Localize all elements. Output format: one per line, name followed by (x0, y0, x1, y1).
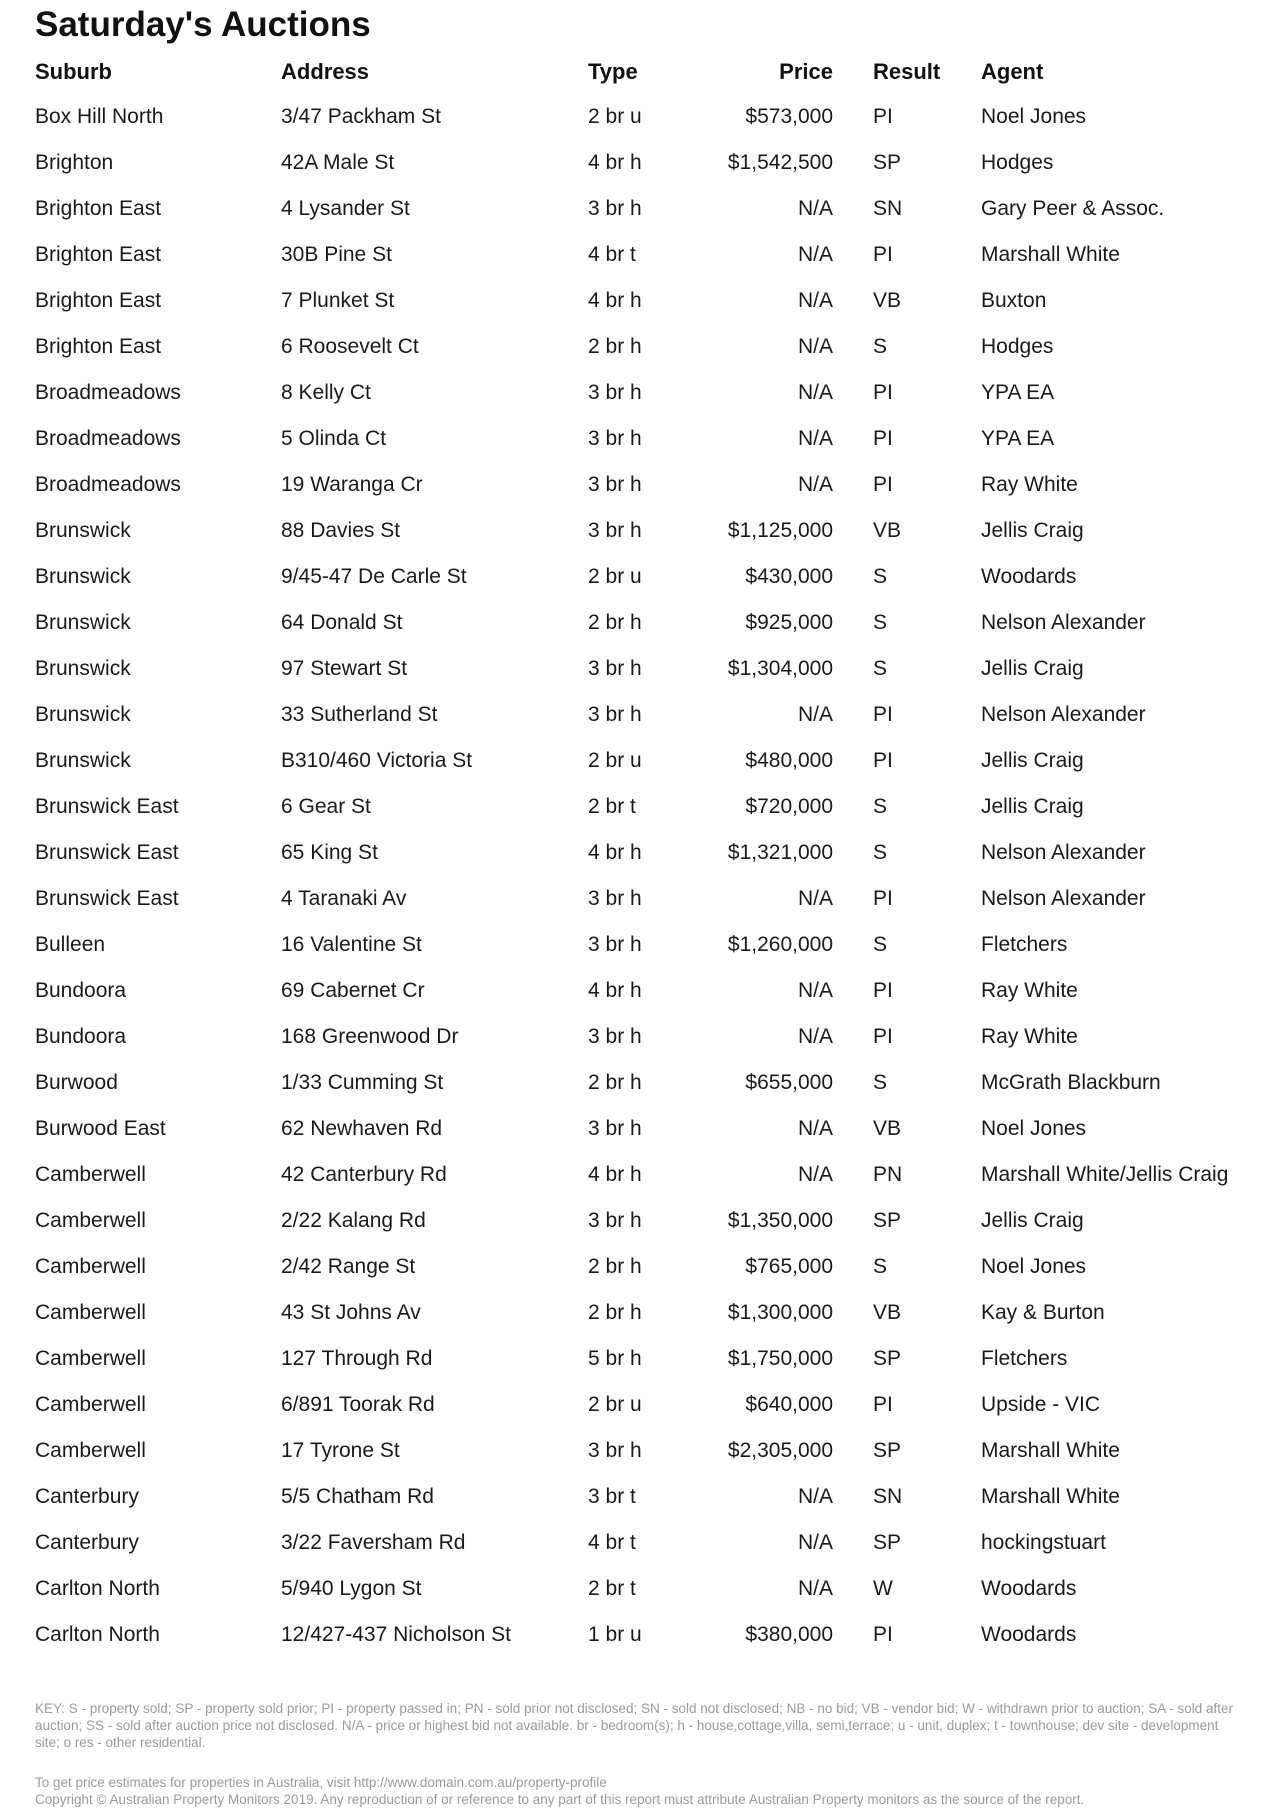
copyright-notice: Copyright © Australian Property Monitors 2019. Any reproduction of or reference to any part of this report must attribute Australian Property monitors as the source of the report. (35, 1792, 1085, 1807)
cell-price: N/A (797, 703, 833, 726)
legend-key (35, 1700, 1245, 1751)
table-row (35, 1290, 1255, 1336)
cell-result: VB (873, 519, 902, 542)
cell-address: 97 Stewart St (281, 657, 408, 680)
cell-address: 30B Pine St (281, 243, 392, 266)
cell-spacer (833, 830, 873, 876)
cell-suburb: Brighton East (35, 243, 162, 266)
cell-type: 3 br h (588, 1209, 642, 1232)
table-header (35, 50, 1255, 94)
cell-suburb: Broadmeadows (35, 473, 181, 496)
cell-agent: Hodges (981, 335, 1054, 358)
cell-price: $1,304,000 (727, 657, 833, 680)
cell-type: 3 br t (588, 1485, 636, 1508)
cell-spacer (833, 462, 873, 508)
table-row (35, 278, 1255, 324)
cell-type: 3 br h (588, 519, 642, 542)
table-row (35, 738, 1255, 784)
cell-spacer (833, 1382, 873, 1428)
cell-suburb: Camberwell (35, 1393, 146, 1416)
cell-address: 42A Male St (281, 151, 395, 174)
cell-spacer (833, 600, 873, 646)
cell-spacer (833, 692, 873, 738)
cell-address: 2/42 Range St (281, 1255, 416, 1278)
cell-address: 2/22 Kalang Rd (281, 1209, 426, 1232)
cell-spacer (833, 646, 873, 692)
cell-agent: McGrath Blackburn (981, 1071, 1161, 1094)
cell-address: 5 Olinda Ct (281, 427, 387, 450)
cell-suburb: Brunswick (35, 703, 131, 726)
cell-result: S (873, 795, 888, 818)
cell-type: 3 br h (588, 427, 642, 450)
cell-type: 2 br h (588, 335, 642, 358)
cell-address: 43 St Johns Av (281, 1301, 421, 1324)
legend-key-text: KEY: S - property sold; SP - property sold prior; PI - property passed in; PN - sold prior not disclosed; SN - sold not disclosed; NB - no bid; VB - vendor bid; W - withdrawn prior to auction; SA - sold after auction; SS - sold after auction price not disclosed. N/A - price or highest bid not available. br - bedroom(s); h - house,cottage,villa, semi,terrace; u - unit, duplex; t - townhouse; dev site - development site; o res - other residential. (35, 1701, 1234, 1750)
cell-price: N/A (797, 197, 833, 220)
cell-result: PI (873, 473, 893, 496)
cell-price: $1,542,500 (727, 151, 833, 174)
cell-agent: Ray White (981, 1025, 1078, 1048)
table-row (35, 416, 1255, 462)
cell-price: $2,305,000 (727, 1439, 833, 1462)
cell-address: 1/33 Cumming St (281, 1071, 444, 1094)
column-header-result: Result (873, 59, 941, 84)
cell-type: 3 br h (588, 703, 642, 726)
cell-spacer (833, 94, 873, 140)
cell-address: 3/22 Faversham Rd (281, 1531, 466, 1554)
cell-suburb: Brunswick (35, 565, 131, 588)
cell-spacer (833, 1152, 873, 1198)
cell-address: 8 Kelly Ct (281, 381, 371, 404)
cell-type: 2 br h (588, 611, 642, 634)
cell-agent: Nelson Alexander (981, 611, 1146, 634)
cell-price: $1,350,000 (727, 1209, 833, 1232)
cell-type: 3 br h (588, 1117, 642, 1140)
cell-result: S (873, 611, 888, 634)
cell-suburb: Bundoora (35, 979, 127, 1002)
column-header-address: Address (281, 59, 370, 84)
cell-spacer (833, 140, 873, 186)
cell-price: $655,000 (745, 1071, 833, 1094)
cell-result: SP (873, 1531, 902, 1554)
cell-suburb: Burwood East (35, 1117, 166, 1140)
cell-suburb: Brunswick (35, 611, 131, 634)
cell-type: 1 br u (588, 1623, 642, 1646)
cell-price: N/A (797, 887, 833, 910)
cell-price: N/A (797, 979, 833, 1002)
table-row (35, 94, 1255, 140)
table-row (35, 968, 1255, 1014)
table-row (35, 186, 1255, 232)
cell-suburb: Carlton North (35, 1623, 160, 1646)
cell-price: $1,300,000 (727, 1301, 833, 1324)
cell-suburb: Camberwell (35, 1255, 146, 1278)
cell-result: W (873, 1577, 893, 1600)
cell-agent: Woodards (981, 565, 1077, 588)
cell-spacer (833, 876, 873, 922)
cell-result: PN (873, 1163, 903, 1186)
cell-agent: Ray White (981, 473, 1078, 496)
cell-agent: Nelson Alexander (981, 703, 1146, 726)
cell-agent: Kay & Burton (981, 1301, 1105, 1324)
cell-suburb: Canterbury (35, 1531, 139, 1554)
column-header-price: Price (779, 59, 833, 84)
cell-price: $1,321,000 (727, 841, 833, 864)
report-credits (35, 1774, 1245, 1808)
cell-address: 69 Cabernet Cr (281, 979, 425, 1002)
cell-address: 3/47 Packham St (281, 105, 441, 128)
cell-result: PI (873, 381, 893, 404)
estimate-note: To get price estimates for properties in Australia, visit http://www.domain.com.au/property-profile (35, 1775, 607, 1790)
cell-address: 127 Through Rd (281, 1347, 433, 1370)
cell-result: SN (873, 1485, 903, 1508)
cell-price: N/A (797, 1485, 833, 1508)
cell-spacer (833, 738, 873, 784)
cell-type: 2 br t (588, 795, 636, 818)
cell-result: S (873, 1071, 888, 1094)
cell-address: 33 Sutherland St (281, 703, 438, 726)
cell-price: N/A (797, 427, 833, 450)
cell-spacer (833, 1474, 873, 1520)
cell-address: 9/45-47 De Carle St (281, 565, 467, 588)
cell-address: 65 King St (281, 841, 378, 864)
cell-agent: Jellis Craig (981, 519, 1084, 542)
cell-spacer (833, 1566, 873, 1612)
table-row (35, 1336, 1255, 1382)
cell-address: 5/940 Lygon St (281, 1577, 422, 1600)
cell-address: 88 Davies St (281, 519, 401, 542)
cell-suburb: Camberwell (35, 1439, 146, 1462)
cell-result: SP (873, 1209, 902, 1232)
column-header-type: Type (588, 59, 638, 84)
cell-result: SP (873, 1439, 902, 1462)
cell-type: 2 br u (588, 105, 642, 128)
cell-type: 3 br h (588, 1025, 642, 1048)
cell-agent: Marshall White (981, 243, 1120, 266)
cell-type: 2 br u (588, 749, 642, 772)
table-row (35, 692, 1255, 738)
cell-agent: Marshall White/Jellis Craig (981, 1163, 1229, 1186)
column-spacer (833, 50, 873, 94)
cell-result: S (873, 657, 888, 680)
cell-result: SP (873, 151, 902, 174)
cell-type: 3 br h (588, 887, 642, 910)
cell-price: $1,125,000 (727, 519, 833, 542)
table-row (35, 1014, 1255, 1060)
cell-result: PI (873, 105, 893, 128)
cell-spacer (833, 1290, 873, 1336)
table-row (35, 1060, 1255, 1106)
cell-type: 3 br h (588, 381, 642, 404)
cell-suburb: Bulleen (35, 933, 106, 956)
table-row (35, 1382, 1255, 1428)
table-row (35, 922, 1255, 968)
cell-result: VB (873, 1301, 902, 1324)
cell-spacer (833, 1106, 873, 1152)
cell-agent: Ray White (981, 979, 1078, 1002)
cell-agent: Fletchers (981, 1347, 1068, 1370)
cell-spacer (833, 968, 873, 1014)
cell-suburb: Bundoora (35, 1025, 127, 1048)
cell-address: B310/460 Victoria St (281, 749, 473, 772)
cell-agent: Jellis Craig (981, 795, 1084, 818)
table-row (35, 324, 1255, 370)
cell-result: S (873, 933, 888, 956)
cell-price: N/A (797, 381, 833, 404)
cell-result: PI (873, 1623, 893, 1646)
table-row (35, 646, 1255, 692)
cell-agent: Marshall White (981, 1439, 1120, 1462)
cell-type: 4 br t (588, 1531, 636, 1554)
cell-agent: Nelson Alexander (981, 841, 1146, 864)
cell-result: SN (873, 197, 903, 220)
cell-spacer (833, 508, 873, 554)
cell-suburb: Brighton East (35, 197, 162, 220)
cell-price: $640,000 (745, 1393, 833, 1416)
table-row (35, 370, 1255, 416)
cell-address: 4 Taranaki Av (281, 887, 407, 910)
table-row (35, 1198, 1255, 1244)
cell-spacer (833, 232, 873, 278)
table-row (35, 1428, 1255, 1474)
cell-result: S (873, 841, 888, 864)
cell-spacer (833, 1244, 873, 1290)
cell-result: S (873, 565, 888, 588)
cell-price: $765,000 (745, 1255, 833, 1278)
cell-agent: Noel Jones (981, 105, 1087, 128)
cell-spacer (833, 1014, 873, 1060)
cell-price: $480,000 (745, 749, 833, 772)
cell-price: N/A (797, 335, 833, 358)
cell-result: PI (873, 887, 893, 910)
cell-result: SP (873, 1347, 902, 1370)
table-row (35, 508, 1255, 554)
cell-result: PI (873, 243, 893, 266)
cell-suburb: Camberwell (35, 1209, 146, 1232)
cell-suburb: Box Hill North (35, 105, 164, 128)
cell-address: 6 Gear St (281, 795, 371, 818)
table-row (35, 784, 1255, 830)
cell-type: 2 br u (588, 565, 642, 588)
cell-agent: Noel Jones (981, 1117, 1087, 1140)
auction-results-table (35, 50, 1255, 1658)
column-header-agent: Agent (981, 59, 1044, 84)
cell-agent: hockingstuart (981, 1531, 1106, 1554)
cell-agent: Woodards (981, 1577, 1077, 1600)
column-header-suburb: Suburb (35, 59, 112, 84)
header-row (35, 50, 1255, 94)
cell-result: S (873, 335, 888, 358)
cell-address: 42 Canterbury Rd (281, 1163, 447, 1186)
cell-agent: Jellis Craig (981, 1209, 1084, 1232)
table-row (35, 830, 1255, 876)
table-row (35, 1520, 1255, 1566)
cell-type: 3 br h (588, 1439, 642, 1462)
cell-agent: Upside - VIC (981, 1393, 1101, 1416)
cell-agent: Nelson Alexander (981, 887, 1146, 910)
cell-spacer (833, 1520, 873, 1566)
cell-address: 4 Lysander St (281, 197, 410, 220)
cell-result: VB (873, 289, 902, 312)
cell-type: 3 br h (588, 473, 642, 496)
cell-spacer (833, 278, 873, 324)
cell-spacer (833, 324, 873, 370)
cell-spacer (833, 1336, 873, 1382)
cell-price: $430,000 (745, 565, 833, 588)
cell-agent: YPA EA (981, 427, 1055, 450)
cell-price: $380,000 (745, 1623, 833, 1646)
cell-price: N/A (797, 243, 833, 266)
cell-agent: Fletchers (981, 933, 1068, 956)
cell-type: 4 br h (588, 289, 642, 312)
cell-result: PI (873, 1393, 893, 1416)
cell-price: N/A (797, 1577, 833, 1600)
cell-type: 5 br h (588, 1347, 642, 1370)
page-title: Saturday's Auctions (35, 5, 371, 44)
table-row (35, 1106, 1255, 1152)
cell-result: PI (873, 1025, 893, 1048)
cell-address: 16 Valentine St (281, 933, 422, 956)
cell-suburb: Brunswick (35, 749, 131, 772)
cell-result: S (873, 1255, 888, 1278)
cell-price: $1,260,000 (727, 933, 833, 956)
cell-suburb: Camberwell (35, 1301, 146, 1324)
cell-suburb: Camberwell (35, 1347, 146, 1370)
table-row (35, 1244, 1255, 1290)
cell-type: 2 br t (588, 1577, 636, 1600)
cell-suburb: Brunswick East (35, 887, 179, 910)
table-row (35, 1612, 1255, 1658)
cell-suburb: Brunswick East (35, 841, 179, 864)
table-row (35, 1474, 1255, 1520)
cell-agent: YPA EA (981, 381, 1055, 404)
cell-type: 4 br h (588, 841, 642, 864)
cell-suburb: Brunswick East (35, 795, 179, 818)
cell-type: 3 br h (588, 197, 642, 220)
cell-address: 6 Roosevelt Ct (281, 335, 419, 358)
table-row (35, 554, 1255, 600)
cell-spacer (833, 186, 873, 232)
cell-agent: Jellis Craig (981, 749, 1084, 772)
cell-address: 62 Newhaven Rd (281, 1117, 443, 1140)
cell-result: PI (873, 427, 893, 450)
cell-spacer (833, 416, 873, 462)
cell-type: 4 br h (588, 1163, 642, 1186)
table-row (35, 1566, 1255, 1612)
cell-address: 168 Greenwood Dr (281, 1025, 459, 1048)
cell-price: N/A (797, 1117, 833, 1140)
cell-agent: Buxton (981, 289, 1047, 312)
cell-price: N/A (797, 289, 833, 312)
cell-price: N/A (797, 1531, 833, 1554)
cell-type: 4 br h (588, 979, 642, 1002)
cell-address: 5/5 Chatham Rd (281, 1485, 434, 1508)
cell-type: 2 br h (588, 1301, 642, 1324)
cell-result: PI (873, 749, 893, 772)
cell-suburb: Carlton North (35, 1577, 160, 1600)
cell-spacer (833, 1060, 873, 1106)
table-row (35, 1152, 1255, 1198)
cell-agent: Jellis Craig (981, 657, 1084, 680)
cell-address: 6/891 Toorak Rd (281, 1393, 435, 1416)
cell-suburb: Brunswick (35, 519, 131, 542)
cell-suburb: Broadmeadows (35, 427, 181, 450)
cell-result: VB (873, 1117, 902, 1140)
cell-address: 12/427-437 Nicholson St (281, 1623, 511, 1646)
cell-address: 17 Tyrone St (281, 1439, 400, 1462)
cell-type: 2 br h (588, 1255, 642, 1278)
cell-result: PI (873, 703, 893, 726)
cell-price: N/A (797, 1025, 833, 1048)
cell-agent: Noel Jones (981, 1255, 1087, 1278)
table-row (35, 140, 1255, 186)
cell-result: PI (873, 979, 893, 1002)
cell-spacer (833, 1198, 873, 1244)
cell-type: 4 br h (588, 151, 642, 174)
cell-agent: Hodges (981, 151, 1054, 174)
cell-suburb: Brighton (35, 151, 114, 174)
cell-price: $1,750,000 (727, 1347, 833, 1370)
cell-type: 2 br u (588, 1393, 642, 1416)
cell-address: 7 Plunket St (281, 289, 395, 312)
cell-price: $925,000 (745, 611, 833, 634)
cell-price: $720,000 (745, 795, 833, 818)
table-row (35, 232, 1255, 278)
cell-suburb: Broadmeadows (35, 381, 181, 404)
cell-address: 19 Waranga Cr (281, 473, 423, 496)
cell-suburb: Brighton East (35, 335, 162, 358)
cell-suburb: Brunswick (35, 657, 131, 680)
cell-suburb: Burwood (35, 1071, 118, 1094)
cell-price: N/A (797, 1163, 833, 1186)
cell-price: N/A (797, 473, 833, 496)
table-body (35, 94, 1255, 1658)
cell-agent: Woodards (981, 1623, 1077, 1646)
table-row (35, 462, 1255, 508)
cell-type: 3 br h (588, 657, 642, 680)
cell-spacer (833, 1428, 873, 1474)
cell-type: 4 br t (588, 243, 636, 266)
cell-spacer (833, 1612, 873, 1658)
cell-suburb: Canterbury (35, 1485, 139, 1508)
cell-spacer (833, 370, 873, 416)
cell-agent: Gary Peer & Assoc. (981, 197, 1165, 220)
cell-price: $573,000 (745, 105, 833, 128)
cell-suburb: Brighton East (35, 289, 162, 312)
cell-agent: Marshall White (981, 1485, 1120, 1508)
cell-spacer (833, 554, 873, 600)
cell-address: 64 Donald St (281, 611, 403, 634)
cell-suburb: Camberwell (35, 1163, 146, 1186)
cell-type: 2 br h (588, 1071, 642, 1094)
table-row (35, 600, 1255, 646)
cell-spacer (833, 784, 873, 830)
table-row (35, 876, 1255, 922)
cell-spacer (833, 922, 873, 968)
cell-type: 3 br h (588, 933, 642, 956)
